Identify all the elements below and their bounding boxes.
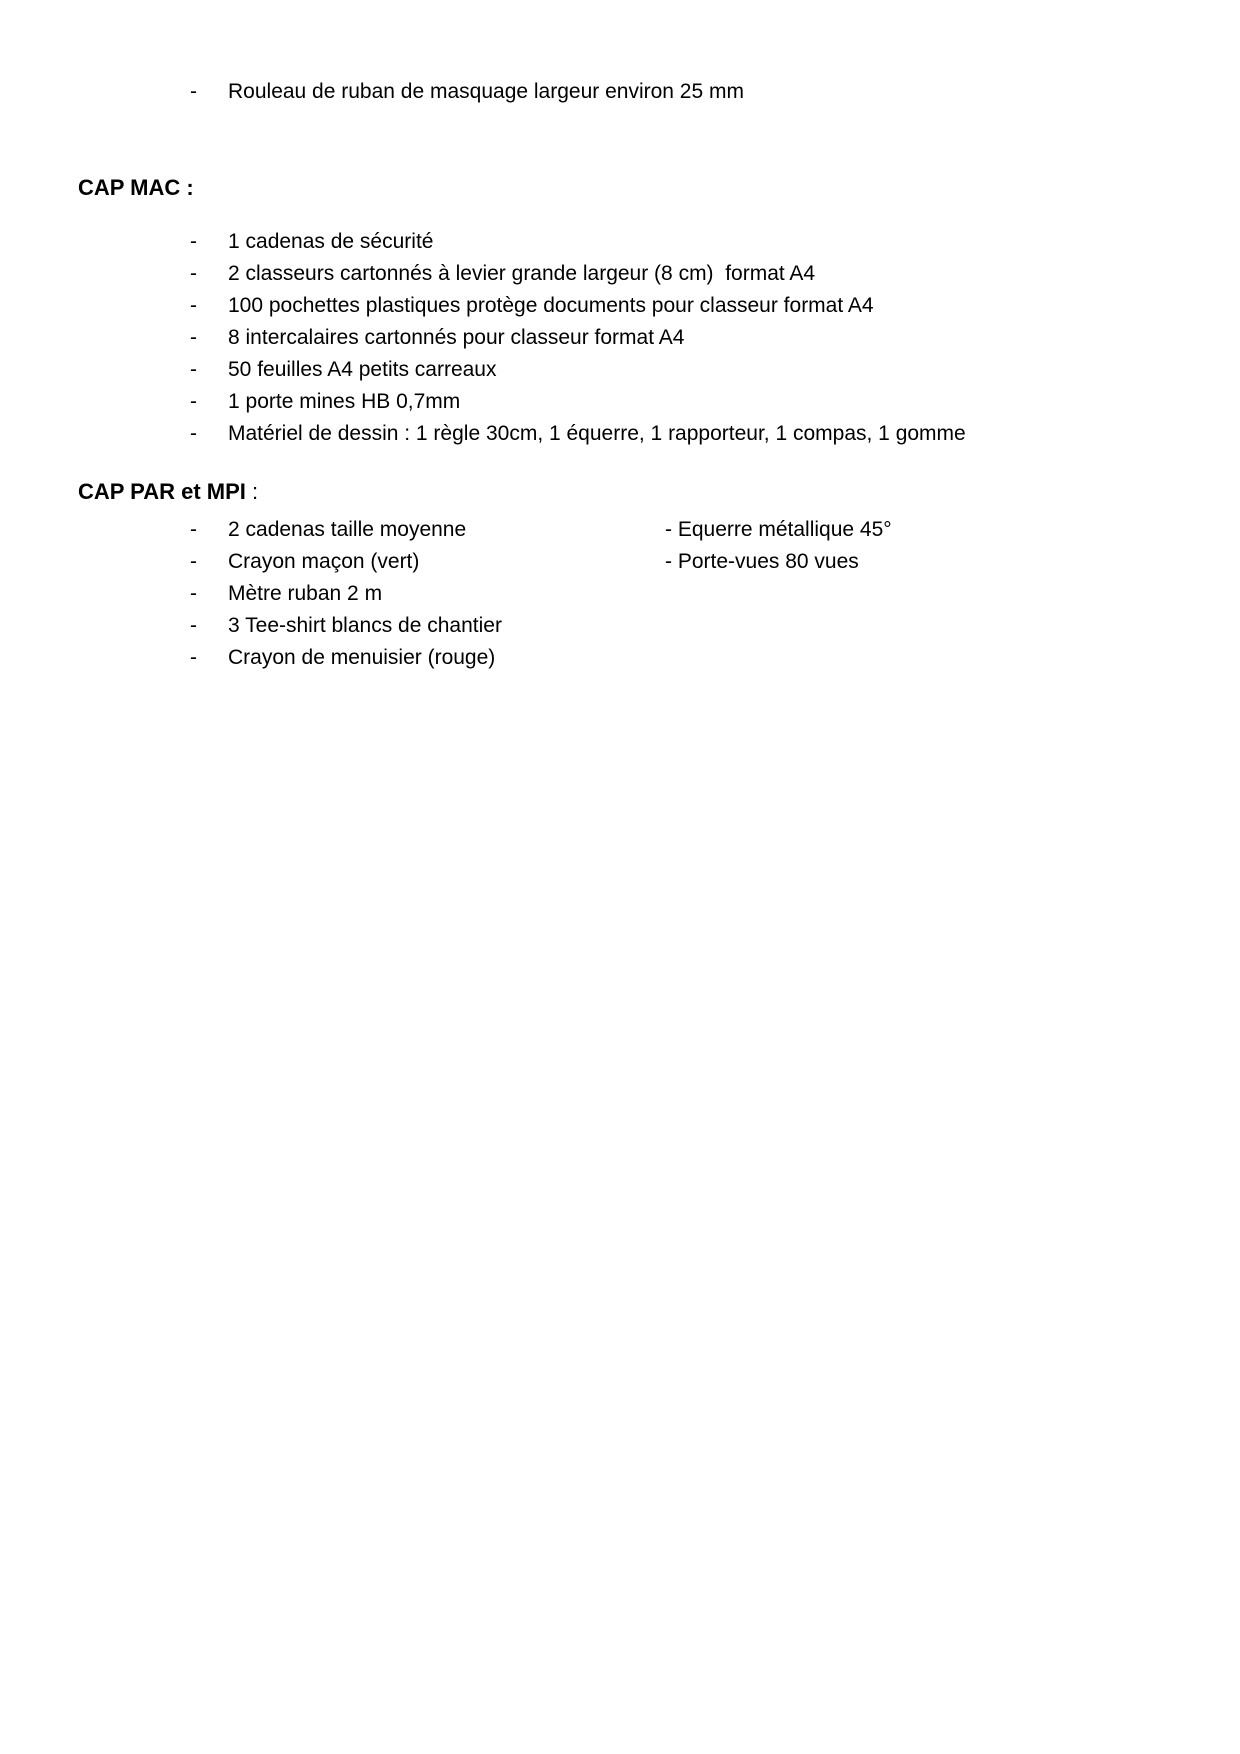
list-item xyxy=(190,76,1240,108)
bullet-dash: - xyxy=(190,582,197,605)
list-item-text: 50 feuilles A4 petits carreaux xyxy=(228,358,497,381)
list-item xyxy=(190,258,1240,290)
list-item-text: 2 classeurs cartonnés à levier grande largeur (8 cm) format A4 xyxy=(228,262,816,285)
section-heading-text: CAP MAC xyxy=(78,175,181,200)
list-item-text: 8 intercalaires cartonnés pour classeur format A4 xyxy=(228,326,685,349)
bullet-dash: - xyxy=(190,646,197,669)
bullet-dash: - xyxy=(190,230,197,253)
section-heading-cap-mac xyxy=(78,172,1240,204)
bullet-dash: - xyxy=(190,550,197,573)
list-item-text: 100 pochettes plastiques protège documents pour classeur format A4 xyxy=(228,294,874,317)
list-item-text: 1 porte mines HB 0,7mm xyxy=(228,390,461,413)
list-item-text: Crayon de menuisier (rouge) xyxy=(228,646,496,669)
list-item-text: - Equerre métallique 45° xyxy=(665,518,892,541)
bullet-dash: - xyxy=(190,358,197,381)
list-item-text: Mètre ruban 2 m xyxy=(228,582,383,605)
list-item-text: Matériel de dessin : 1 règle 30cm, 1 équerre, 1 rapporteur, 1 compas, 1 gomme xyxy=(228,422,966,445)
cap-par-mpi-left-column xyxy=(190,514,665,674)
bullet-dash: - xyxy=(190,518,197,541)
cap-par-mpi-right-column xyxy=(665,514,1240,674)
bullet-dash: - xyxy=(190,422,197,445)
list-item xyxy=(665,514,1240,546)
list-item xyxy=(190,322,1240,354)
bullet-dash: - xyxy=(190,390,197,413)
section-heading-colon: : xyxy=(180,175,194,200)
list-item-text: 2 cadenas taille moyenne xyxy=(228,518,467,541)
bullet-dash: - xyxy=(190,614,197,637)
list-item xyxy=(190,546,665,578)
list-item xyxy=(190,642,665,674)
bullet-dash: - xyxy=(190,262,197,285)
list-item xyxy=(190,514,665,546)
section-heading-text: CAP PAR et MPI xyxy=(78,479,246,504)
list-item xyxy=(190,226,1240,258)
list-item-text: 3 Tee-shirt blancs de chantier xyxy=(228,614,502,637)
cap-mac-list xyxy=(190,226,1240,450)
bullet-dash: - xyxy=(190,80,197,103)
list-item xyxy=(190,610,665,642)
list-item xyxy=(190,418,1240,450)
list-item-text: Rouleau de ruban de masquage largeur environ 25 mm xyxy=(228,80,744,103)
bullet-dash: - xyxy=(190,294,197,317)
list-item xyxy=(190,354,1240,386)
list-item-text: 1 cadenas de sécurité xyxy=(228,230,434,253)
bullet-dash: - xyxy=(190,326,197,349)
section-heading-colon: : xyxy=(245,479,259,504)
list-item xyxy=(190,290,1240,322)
cap-par-mpi-lists xyxy=(190,514,1240,674)
list-item xyxy=(190,386,1240,418)
list-item xyxy=(665,546,1240,578)
list-item-text: - Porte-vues 80 vues xyxy=(665,550,859,573)
list-item-text: Crayon maçon (vert) xyxy=(228,550,420,573)
list-item xyxy=(190,578,665,610)
section-heading-cap-par-mpi xyxy=(78,476,1240,508)
intro-bullet-list xyxy=(0,0,1240,108)
